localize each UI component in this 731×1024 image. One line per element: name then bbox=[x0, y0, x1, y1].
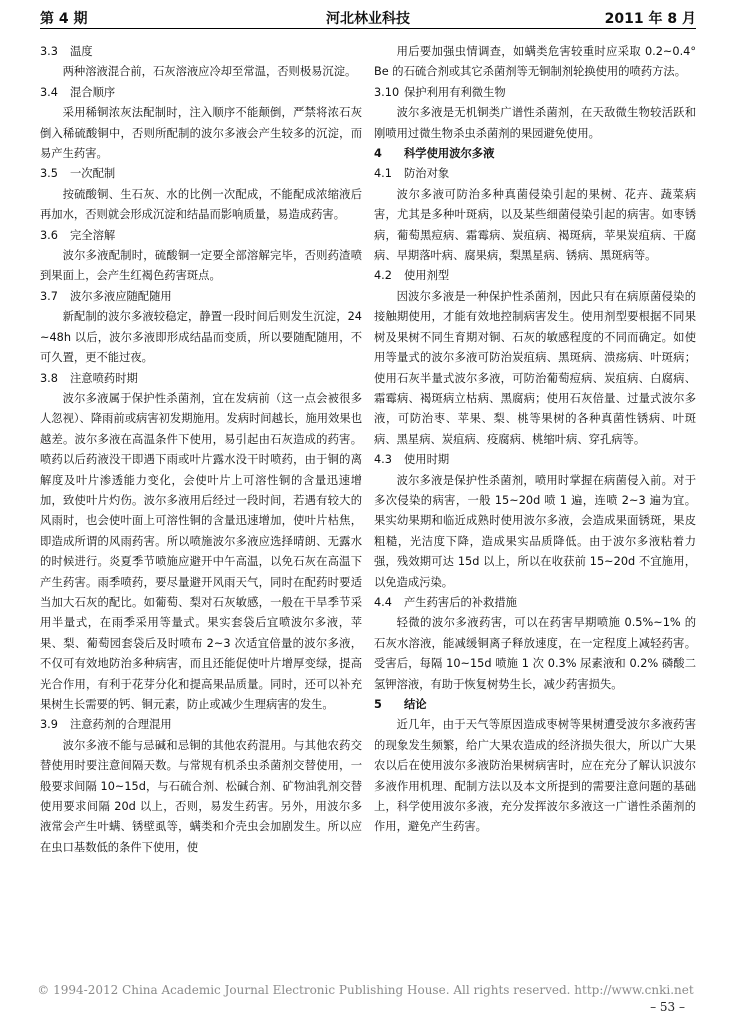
heading-text: 防治对象 bbox=[404, 167, 450, 181]
heading-text: 波尔多液应随配随用 bbox=[70, 289, 172, 303]
heading-number: 3.4 bbox=[40, 85, 58, 99]
heading-text: 完全溶解 bbox=[70, 228, 116, 242]
right-column bbox=[374, 42, 696, 838]
heading-number: 5 bbox=[374, 698, 382, 711]
heading-number: 4.1 bbox=[374, 167, 392, 181]
section-heading bbox=[374, 144, 696, 164]
subsection-heading bbox=[40, 369, 362, 389]
body-paragraph: 按硫酸铜、生石灰、水的比例一次配成，不能配成浓缩液后再加水，否则就会形成沉淀和结晶而影响质量，易造成药害。 bbox=[40, 187, 362, 222]
heading-text: 温度 bbox=[70, 45, 93, 58]
body-paragraph: 新配制的波尔多液较稳定，静置一段时间后则发生沉淀，24~48h 以后，波尔多液即形成结晶而变质，所以要随配随用，不可久置，更不能过夜。 bbox=[40, 310, 362, 365]
left-column bbox=[40, 42, 362, 858]
subsection-heading bbox=[374, 593, 696, 613]
body-paragraph: 近几年，由于天气等原因造成枣树等果树遭受波尔多液药害的现象发生频繁，给广大果农造成的经济损失很大，所以广大果农以后在使用波尔多液防治果树病害时，应在充分了解认识波尔多液作用机理、配制方法以及本文所提到的需要注意问题的基础上，科学使用波尔多液，充分发挥波尔多液这一广谱性杀菌剂的作用，避免产生药害。 bbox=[374, 718, 696, 834]
subsection-heading bbox=[40, 715, 362, 735]
heading-text: 使用剂型 bbox=[404, 269, 450, 283]
heading-number: 3.3 bbox=[40, 45, 58, 58]
subsection-heading bbox=[40, 287, 362, 307]
subsection-heading bbox=[374, 266, 696, 286]
heading-text: 产生药害后的补救措施 bbox=[404, 595, 517, 609]
body-paragraph: 因波尔多液是一种保护性杀菌剂，因此只有在病原菌侵染的接触期使用，才能有效地控制病害发生。使用剂型要根据不同果树及果树不同生育期对铜、石灰的敏感程度的不同而确定。如使用等量式的波尔多液可防治炭疽病、黑斑病、溃疡病、叶斑病；使用石灰半量式波尔多液，可防治葡萄痘病、炭疽病、白腐病、霜霉病、褐斑病立枯病、黑腐病；使用石灰倍量、过量式波尔多液，可防治枣、苹果、梨、桃等果树的各种真菌性锈病、叶斑病、黑星病、炭疽病、疫腐病、桃缩叶病、穿孔病等。 bbox=[374, 289, 696, 446]
heading-number: 3.9 bbox=[40, 718, 58, 732]
section-heading bbox=[374, 695, 696, 715]
body-paragraph: 波尔多液不能与忌碱和忌铜的其他农药混用。与其他农药交替使用时要注意间隔天数。与常规有机杀虫杀菌剂交替使用，一般要求间隔 10~15d，与石硫合剂、松碱合剂、矿物油乳剂交替使用要求间隔 20d 以上，否则，易发生药害。另外，用波尔多液常会产生叶螨、锈壁虱等，螨类和介壳虫会加剧发生。所以应在虫口基数低的条件下使用，使 bbox=[40, 738, 362, 854]
journal-title: 河北林业科技 bbox=[326, 11, 410, 27]
body-paragraph: 波尔多液配制时，硫酸铜一定要全部溶解完毕，否则药渣喷到果面上，会产生红褐色药害斑点。 bbox=[40, 249, 362, 283]
heading-number: 3.6 bbox=[40, 228, 58, 242]
body-paragraph: 两种溶液混合前，石灰溶液应冷却至常温，否则极易沉淀。 bbox=[62, 65, 357, 79]
heading-number: 3.10 bbox=[374, 85, 400, 99]
heading-text: 结论 bbox=[404, 698, 427, 711]
copyright-footer: © 1994-2012 China Academic Journal Electronic Publishing House. All rights reserved. http://www.cnki.net bbox=[37, 983, 694, 997]
subsection-heading bbox=[374, 83, 696, 103]
subsection-heading bbox=[40, 226, 362, 246]
page-header bbox=[40, 6, 696, 29]
body-paragraph: 波尔多液是无机铜类广谱性杀菌剂，在天敌微生物较活跃和刚喷用过微生物杀虫杀菌剂的果园避免使用。 bbox=[374, 106, 696, 140]
subsection-heading bbox=[40, 164, 362, 184]
heading-text: 一次配制 bbox=[70, 167, 116, 181]
subsection-heading bbox=[374, 164, 696, 184]
body-paragraph: 波尔多液可防治多种真菌侵染引起的果树、花卉、蔬菜病害，尤其是多种叶斑病，以及某些细菌侵染引起的病害。如枣锈病，葡萄黑痘病、霜霉病、炭疽病、褐斑病，苹果炭疽病、干腐病、早期落叶病、腐果病，梨黑星病、锈病、黑斑病等。 bbox=[374, 187, 696, 263]
subsection-heading bbox=[40, 83, 362, 103]
heading-text: 使用时期 bbox=[404, 453, 450, 467]
body-paragraph: 轻微的波尔多液药害，可以在药害早期喷施 0.5%~1% 的石灰水溶液，能减缓铜离子释放速度，在一定程度上减轻药害。受害后，每隔 10~15d 喷施 1 次 0.3% 尿素液和 0.2% 磷酸二氢钾溶液，有助于恢复树势生长，减少药害损失。 bbox=[374, 616, 696, 691]
heading-text: 注意喷药时期 bbox=[70, 371, 138, 385]
body-paragraph: 采用稀铜浓灰法配制时，注入顺序不能颠倒，严禁将浓石灰倒入稀硫酸铜中，否则所配制的波尔多液会产生较多的沉淀，而易产生药害。 bbox=[40, 106, 362, 161]
heading-number: 4.3 bbox=[374, 453, 392, 467]
heading-number: 4 bbox=[374, 147, 382, 161]
heading-number: 3.7 bbox=[40, 289, 58, 303]
body-paragraph: 波尔多液属于保护性杀菌剂，宜在发病前（这一点会被很多人忽视）、降雨前或病害初发期施用。发病时间越长，施用效果也越差。波尔多液在高温条件下使用，易引起由石灰造成的药害。喷药以后药液没干即遇下雨或叶片露水没干时喷药，由于铜的离解度及叶片渗透能力变化，会使叶片上可溶性铜的含量迅速增加，致使叶片灼伤。波尔多液用后经过一段时间，若遇有较大的风雨时，也会使叶面上可溶性铜的含量迅速增加，使叶片枯焦，即造成所谓的风雨药害。所以喷施波尔多液应选择晴朗、无露水的时候进行。炎夏季节喷施应避开中午高温，以免石灰在高温下产生药害。雨季喷药，要尽量避开风雨天气，同时在配药时要适当加大石灰的配比。如葡萄、梨对石灰敏感，一般在干旱季节采用半量式，在雨季采用等量式。果实套袋后宜喷波尔多液，苹果、梨、葡萄园套袋后及时喷布 2~3 次适宜倍量的波尔多液，不仅可有效地防治多种病害，而且还能促使叶片增厚变绿，提高光合作用，有利于花芽分化和提高果品质量。同时，还可以补充果树生长需要的钙、铜元素，防止或减少生理病害的发生。 bbox=[40, 391, 362, 711]
issue-date: 2011 年 8 月 bbox=[604, 11, 696, 27]
subsection-heading bbox=[40, 42, 362, 62]
heading-number: 4.4 bbox=[374, 595, 392, 609]
heading-text: 混合顺序 bbox=[70, 85, 116, 99]
page-number: – 53 – bbox=[650, 1000, 685, 1014]
heading-number: 4.2 bbox=[374, 269, 392, 283]
heading-number: 3.5 bbox=[40, 167, 58, 181]
subsection-heading bbox=[374, 450, 696, 470]
heading-text: 科学使用波尔多液 bbox=[404, 147, 495, 161]
body-paragraph: 波尔多液是保护性杀菌剂，喷用时掌握在病菌侵入前。对于多次侵染的病害，一般 15~20d 喷 1 遍，连喷 2~3 遍为宜。果实幼果期和临近成熟时使用波尔多液，会造成果面锈斑，果皮粗糙，光洁度下降，造成果实品质降低。由于波尔多液粘着力强，残效期可达 15d 以上，所以在收获前 15~20d 不宜施用，以免造成污染。 bbox=[374, 473, 696, 589]
heading-number: 3.8 bbox=[40, 371, 58, 385]
issue-number: 第 4 期 bbox=[40, 11, 88, 27]
heading-text: 注意药剂的合理混用 bbox=[70, 718, 172, 732]
heading-text: 保护利用有利微生物 bbox=[404, 85, 506, 99]
body-paragraph: 用后要加强虫情调查，如螨类危害较重时应采取 0.2~0.4°Be 的石硫合剂或其它杀菌剂等无铜制剂轮换使用的喷药方法。 bbox=[374, 45, 696, 79]
